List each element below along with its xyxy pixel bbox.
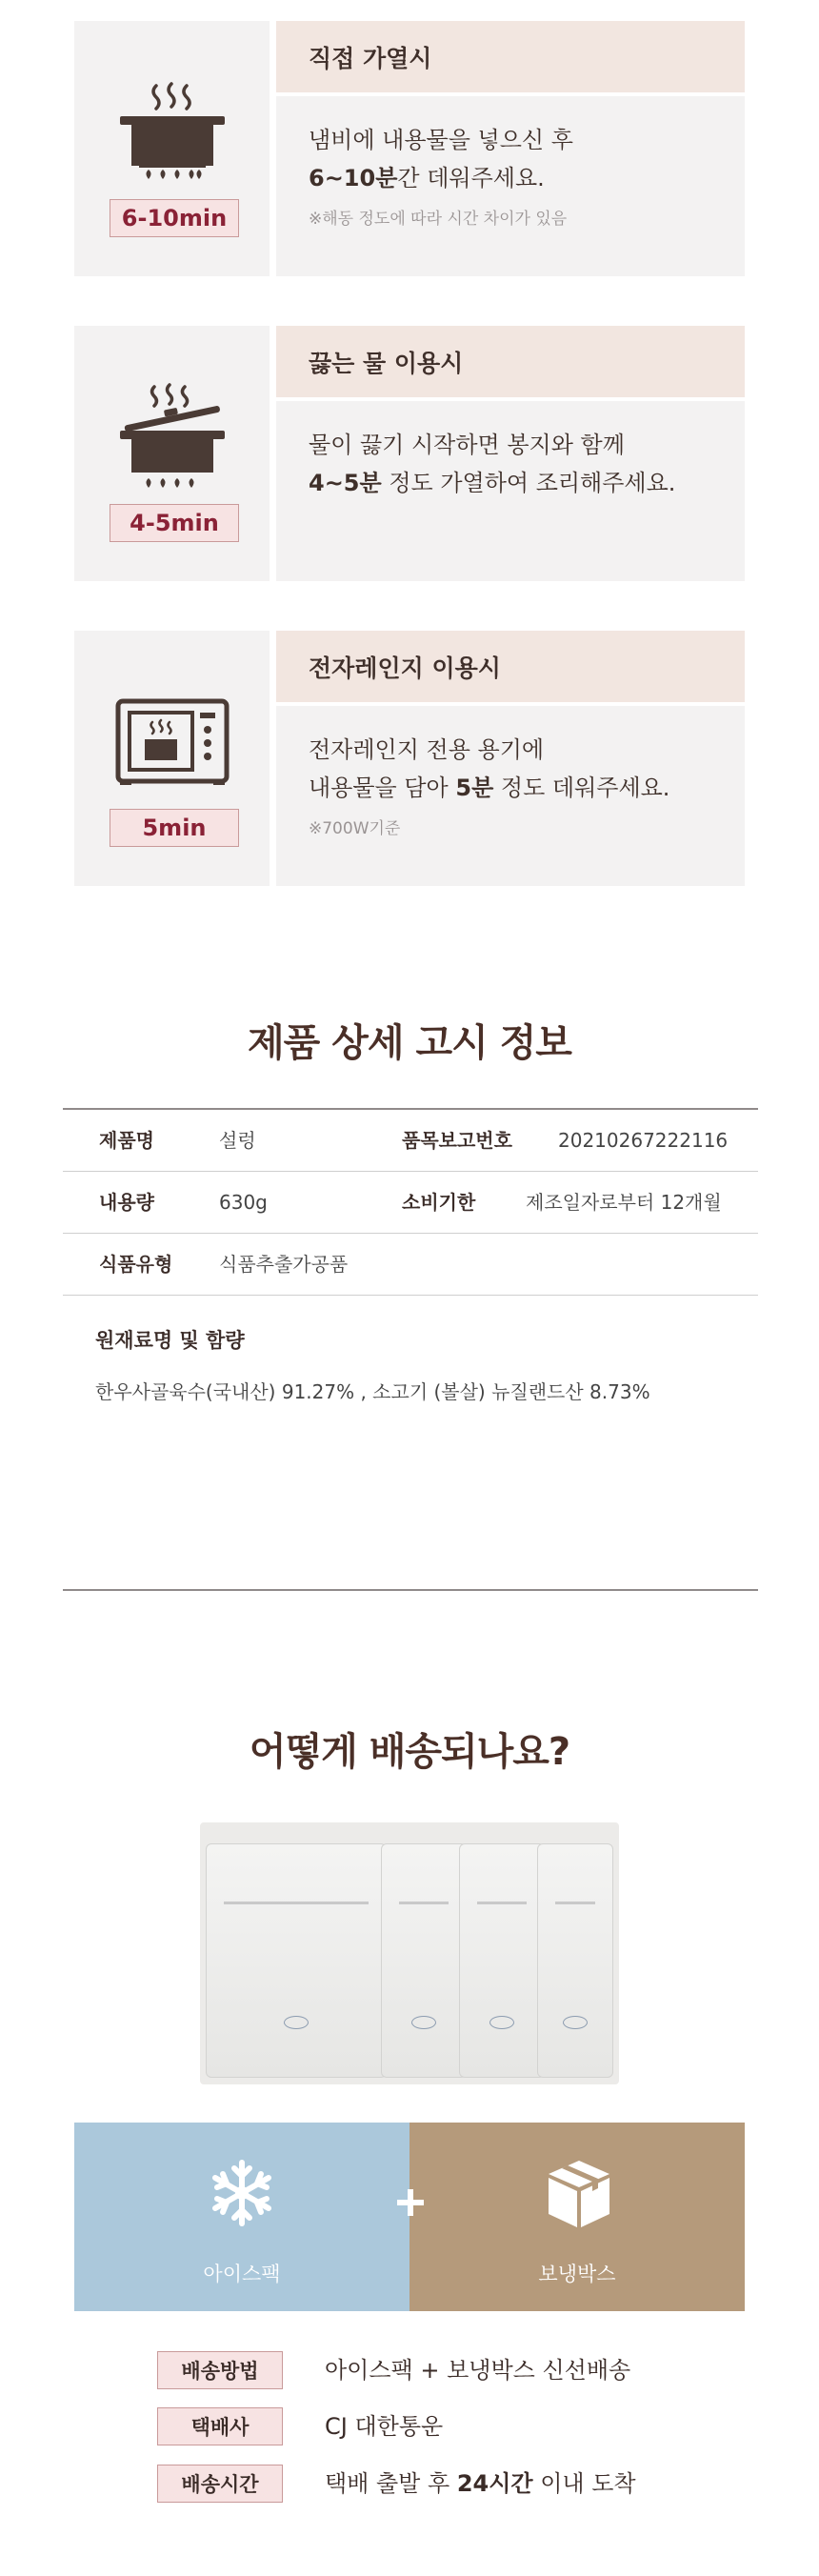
- pot-on-stove-icon: [112, 78, 232, 192]
- table-row: [63, 1172, 758, 1234]
- shipping-text: 택배 출발 후 24시간 이내 도착: [325, 2470, 636, 2497]
- method-note: ※700W기준: [309, 819, 401, 838]
- delivery-time-row: [157, 2465, 690, 2503]
- ingredients-text: 한우사골육수(국내산) 91.27% , 소고기 (볼살) 뉴질랜드산 8.73%: [95, 1380, 650, 1403]
- snowflake-icon: [206, 2157, 278, 2229]
- time-badge: 4-5min: [110, 504, 239, 542]
- row-label: 제품명: [99, 1129, 154, 1152]
- method-note: ※해동 정도에 따라 시간 차이가 있음: [309, 210, 568, 229]
- box-icon: [543, 2155, 615, 2231]
- row-value: 20210267222116: [558, 1129, 729, 1152]
- method-icon-panel: [74, 326, 270, 581]
- boiling-pot-icon: [112, 383, 232, 497]
- ice-pack-label: 아이스팩: [203, 2263, 281, 2285]
- row-label: 소비기한: [402, 1191, 476, 1214]
- packaging-combo: [74, 2123, 745, 2311]
- shipping-tag: 배송시간: [157, 2465, 283, 2503]
- package-pouch: [537, 1843, 613, 2078]
- shipping-text: CJ 대한통운: [325, 2413, 444, 2440]
- ingredients-title: 원재료명 및 함량: [95, 1329, 245, 1352]
- microwave-icon: [112, 688, 232, 802]
- instruction-line: 물이 끓기 시작하면 봉지와 함께: [309, 432, 625, 458]
- row-value: 제조일자로부터 12개월: [526, 1191, 722, 1214]
- method-icon-panel: [74, 21, 270, 276]
- method-icon-panel: [74, 631, 270, 886]
- method-card-boiling-water: [74, 326, 745, 581]
- method-title: 끓는 물 이용시: [276, 326, 745, 397]
- row-value: 설렁: [219, 1129, 256, 1152]
- plus-icon: [395, 2187, 426, 2218]
- product-packages-photo: [200, 1822, 619, 2084]
- instruction-line: 4~5분 정도 가열하여 조리해주세요.: [309, 470, 676, 496]
- shipping-tag: 배송방법: [157, 2351, 283, 2389]
- table-row: [63, 1110, 758, 1172]
- time-badge: 5min: [110, 809, 239, 847]
- shipping-title: 어떻게 배송되나요?: [249, 1730, 570, 1774]
- method-title: 전자레인지 이용시: [276, 631, 745, 702]
- package-pouch: [206, 1843, 387, 2078]
- instruction-line: 냄비에 내용물을 넣으신 후: [309, 127, 573, 153]
- row-label: 내용량: [99, 1191, 154, 1214]
- instruction-line: 전자레인지 전용 용기에: [309, 736, 545, 763]
- shipping-text: 아이스팩 + 보냉박스 신선배송: [325, 2357, 631, 2384]
- instruction-line: 6~10분간 데워주세요.: [309, 165, 545, 191]
- time-badge: 6-10min: [110, 199, 239, 237]
- row-value: 630g: [219, 1191, 268, 1214]
- package-pouch: [381, 1843, 467, 2078]
- method-card-direct-heat: [74, 21, 745, 276]
- row-value: 식품추출가공품: [219, 1253, 349, 1276]
- product-info-title: 제품 상세 고시 정보: [248, 1021, 571, 1065]
- shipping-tag: 택배사: [157, 2407, 283, 2445]
- cooler-box-label: 보냉박스: [538, 2263, 616, 2285]
- method-title: 직접 가열시: [276, 21, 745, 92]
- instruction-line: 내용물을 담아 5분 정도 데워주세요.: [309, 775, 670, 801]
- courier-row: [157, 2407, 690, 2445]
- product-info-table: [63, 1108, 758, 1296]
- shipping-method-row: [157, 2351, 690, 2389]
- cooler-box-panel: [410, 2123, 745, 2311]
- row-label: 식품유형: [99, 1253, 173, 1276]
- package-pouch: [459, 1843, 545, 2078]
- method-card-microwave: [74, 631, 745, 886]
- row-label: 품목보고번호: [402, 1129, 512, 1152]
- divider: [63, 1589, 758, 1591]
- ice-pack-panel: [74, 2123, 410, 2311]
- table-row: [63, 1234, 758, 1296]
